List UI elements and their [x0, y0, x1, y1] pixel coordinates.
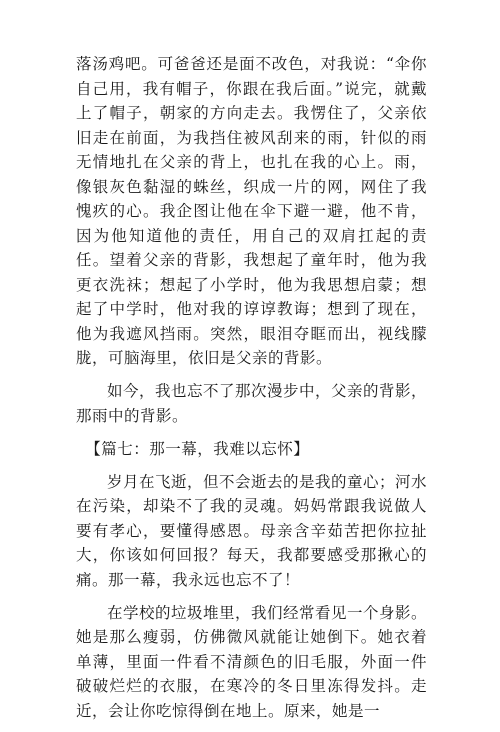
- story-paragraph-intro: 岁月在飞逝，但不会逝去的是我的童心；河水在污染，却染不了我的灵魂。妈妈常跟我说做人要有孝心，要懂得感恩。母亲含辛茹苦把你拉扯大，你该如何回报？每天，我都要感受那揪心的痛。那一幕，我永远也忘不了！: [76, 472, 428, 589]
- story-paragraph-continuation: 落汤鸡吧。可爸爸还是面不改色，对我说：“伞你自己用，我有帽子，你跟在我后面。”说完，就戴上了帽子，朝家的方向走去。我愣住了，父亲依旧走在前面，为我挡住被风刮来的雨，针似的雨无情地扎在父亲的背上，也扎在我的心上。雨，像银灰色黏湿的蛛丝，织成一片的网，网住了我愧疚的心。我企图让他在伞下避一避，他不肯，因为他知道他的责任，用自己的双肩扛起的责任。望着父亲的背影，我想起了童年时，他为我更衣洗袜；想起了小学时，他为我思想启蒙；想起了中学时，他对我的谆谆教诲；想到了现在，他为我遮风挡雨。突然，眼泪夺眶而出，视线朦胧，可脑海里，依旧是父亲的背影。: [76, 55, 427, 367]
- story-paragraph-description: 在学校的垃圾堆里，我们经常看见一个身影。她是那么瘦弱，仿佛微风就能让她倒下。她衣着单薄，里面一件看不清颜色的旧毛服，外面一件破破烂烂的衣服，在寒冷的冬日里冻得发抖。走近，会让你吃惊得倒在地上。原来，她是一: [76, 603, 428, 720]
- section-title: 【篇七：那一幕，我难以忘怀】: [85, 439, 310, 458]
- story-paragraph-memory: 如今，我也忘不了那次漫步中，父亲的背影，那雨中的背影。: [76, 382, 428, 425]
- document-page: [76, 52, 427, 732]
